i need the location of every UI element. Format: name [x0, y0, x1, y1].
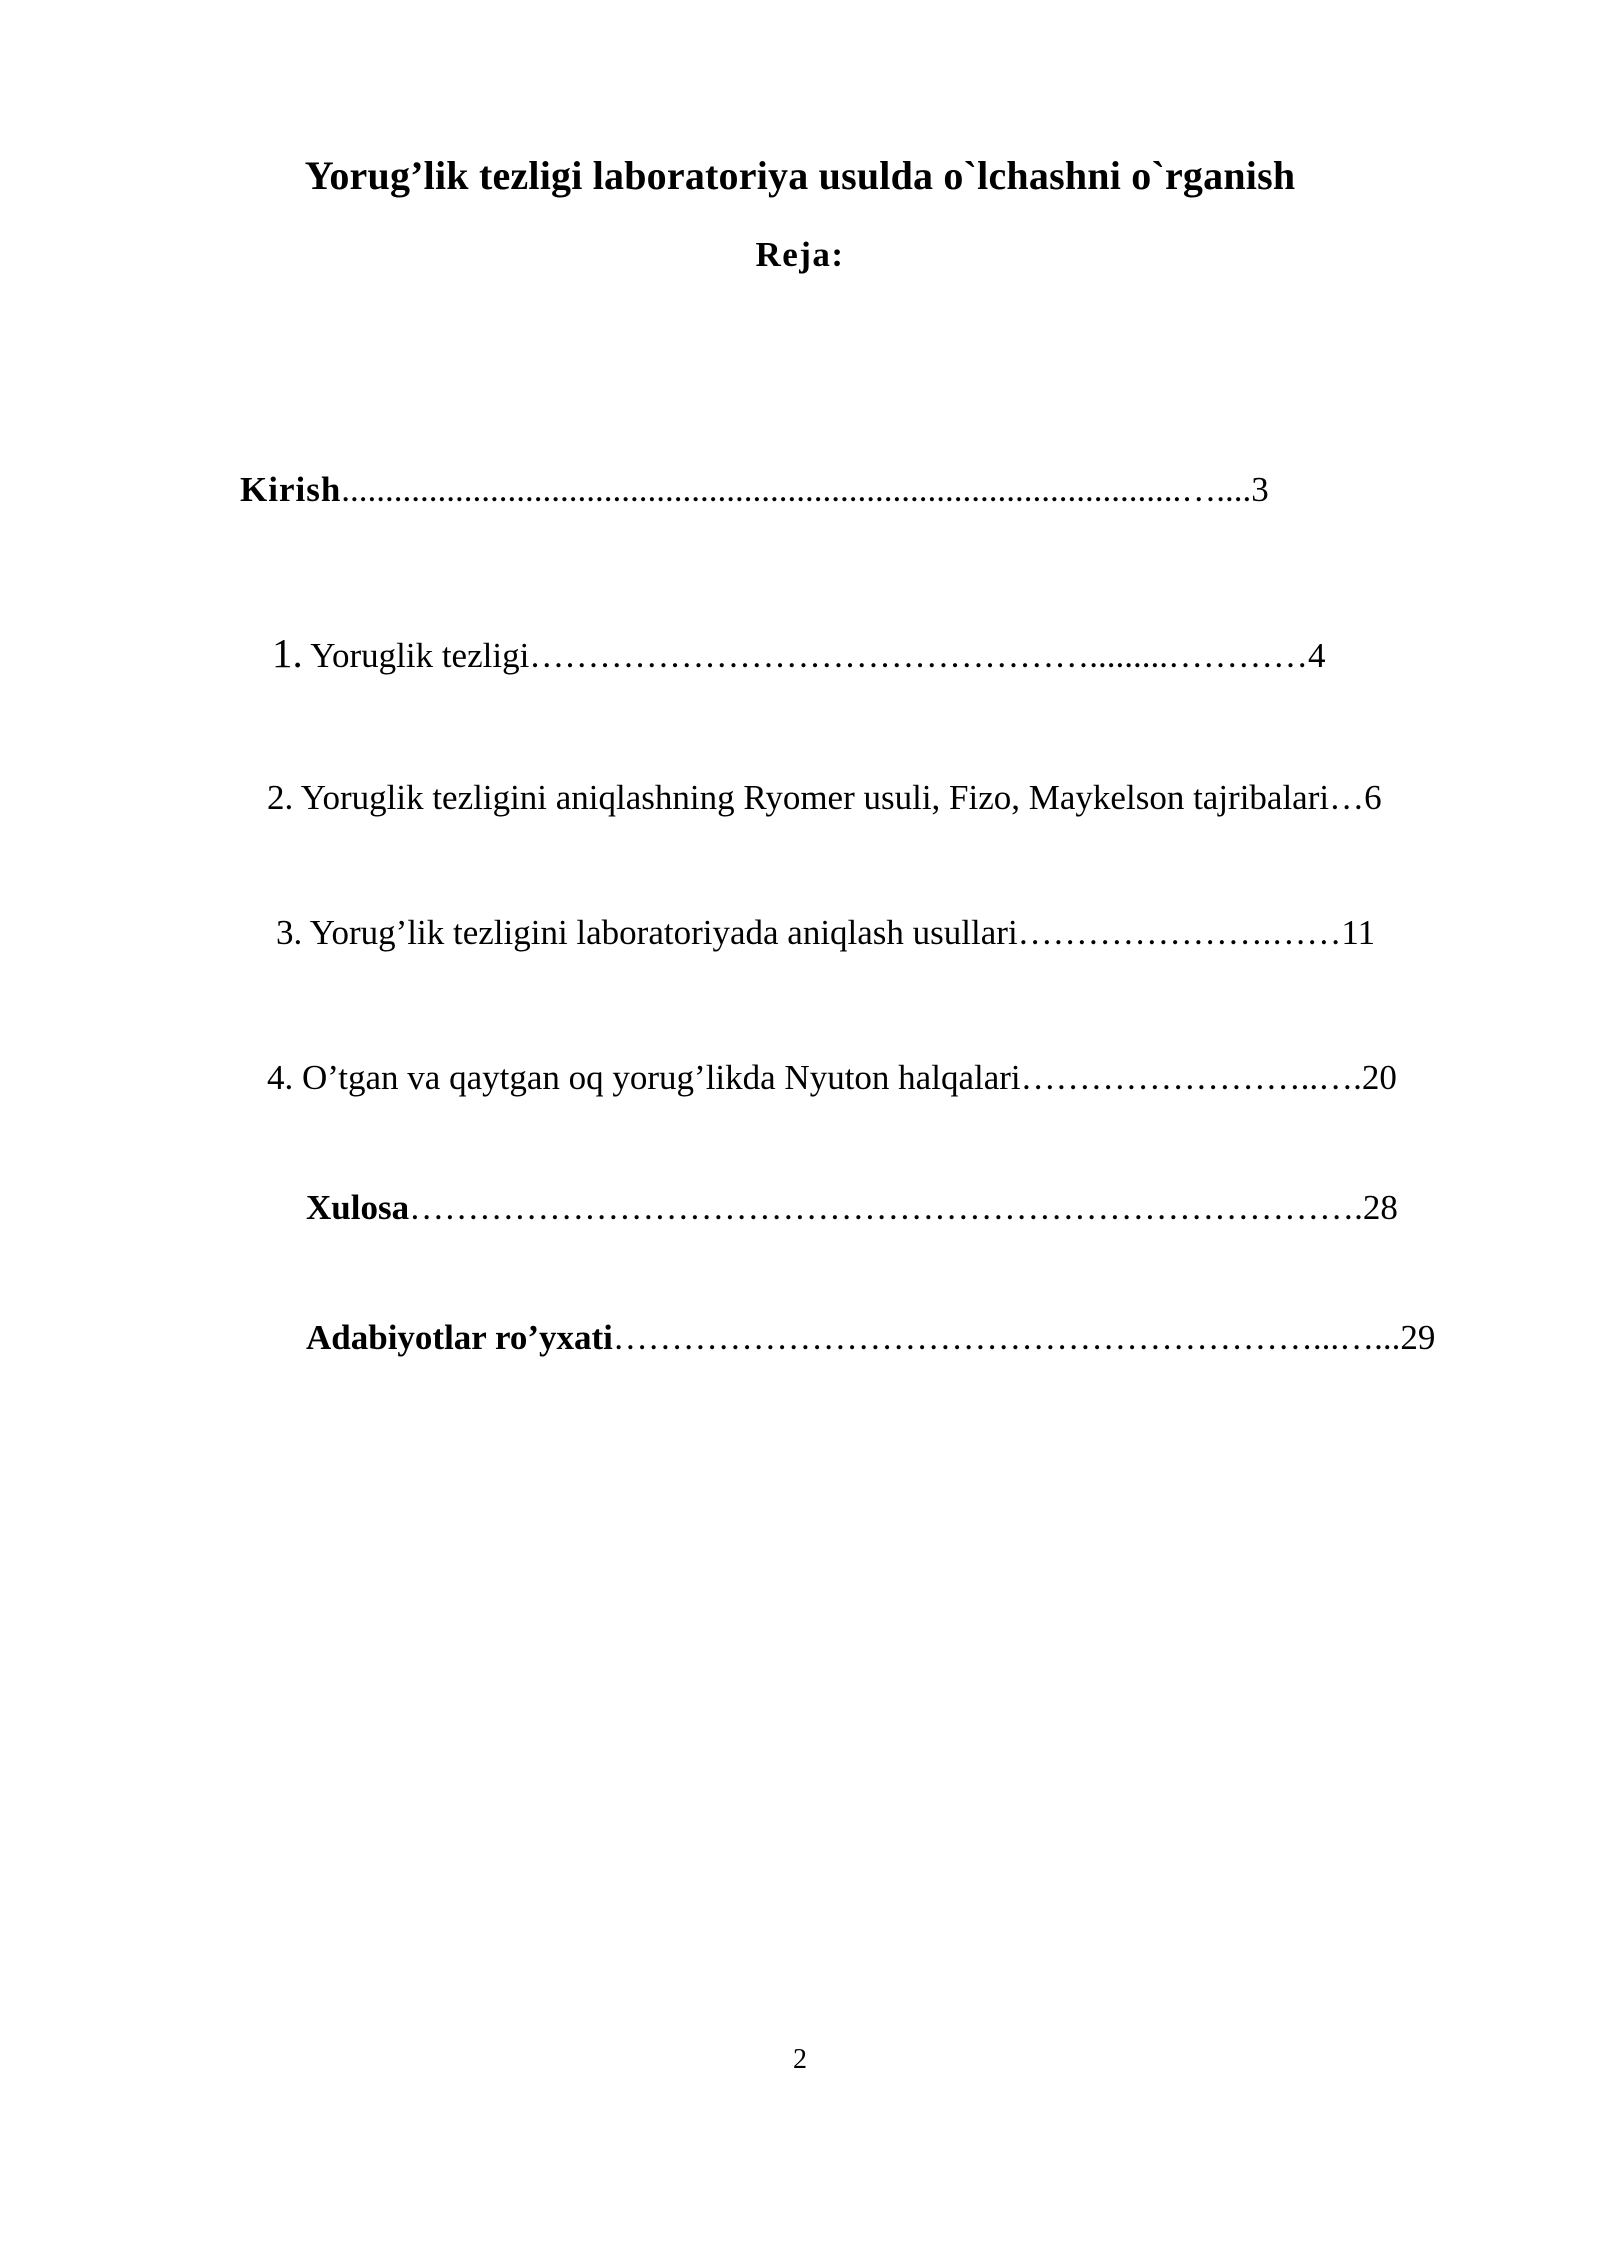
toc-label: 2. Yoruglik tezligini aniqlashning Ryomer usuli, Fizo, Maykelson tajribalari: [267, 778, 1330, 817]
toc-entry-1: [272, 630, 1326, 676]
toc-entry-4: [267, 1060, 1397, 1095]
toc-page-number: 3: [1251, 470, 1269, 509]
toc-number: 1.: [272, 630, 303, 676]
toc-page-number: 6: [1364, 778, 1382, 817]
toc-label: Xulosa: [306, 1188, 410, 1227]
toc-entry-kirish: [240, 472, 1269, 507]
page-number: 2: [793, 2044, 807, 2075]
toc-entry-adabiyotlar: [306, 1320, 1435, 1355]
toc-label: 4. O’tgan va qaytgan oq yorug’likda Nyuton halqalari: [267, 1058, 1021, 1097]
toc-page-number: 29: [1400, 1318, 1436, 1357]
toc-entry-2: [267, 780, 1382, 815]
toc-leader: ………………….……: [1017, 913, 1342, 952]
document-subtitle: Reja:: [755, 235, 845, 274]
toc-leader: ................................................................................................…....: [341, 470, 1252, 509]
document-title: Yorug’lik tezligi laboratoriya usulda o`lchashni o`rganish: [304, 153, 1296, 198]
toc-entry-3: [276, 915, 1375, 950]
toc-label: 3. Yorug’lik tezligini laboratoriyada aniqlash usullari: [276, 913, 1018, 952]
toc-page-number: 4: [1308, 636, 1326, 675]
toc-page-number: 28: [1362, 1188, 1398, 1227]
toc-leader: …: [1329, 778, 1365, 817]
toc-label: Kirish: [240, 470, 342, 509]
toc-label: Yoruglik tezligi: [302, 636, 530, 675]
toc-entry-xulosa: [306, 1190, 1398, 1225]
toc-label: Adabiyotlar ro’yxati: [306, 1318, 613, 1357]
toc-leader: ……………………..….: [1020, 1058, 1362, 1097]
toc-leader: ……………………………………………………...…...: [612, 1318, 1401, 1357]
toc-leader: ……………………………………………………………………….: [409, 1188, 1363, 1227]
toc-page-number: 11: [1341, 913, 1376, 952]
toc-leader: ………………………………………….........…………: [529, 636, 1309, 675]
toc-page-number: 20: [1361, 1058, 1397, 1097]
